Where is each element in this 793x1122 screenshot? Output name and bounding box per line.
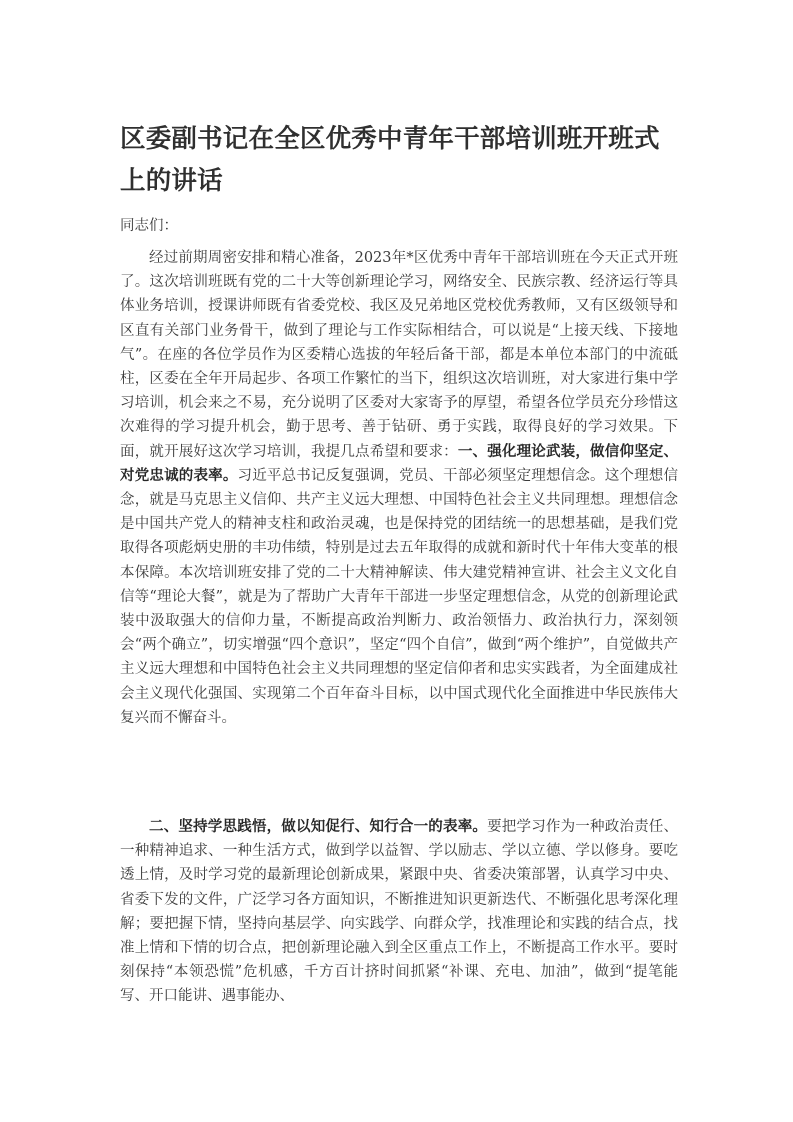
paragraph-intro-text: 经过前期周密安排和精心准备，2023年*区优秀中青年干部培训班在今天正式开班了。这次培训班既有党的二十大等创新理论学习，网络安全、民族宗教、经济运行等具体业务培训，授课讲师既有省委党校、我区及兄弟地区党校优秀教师，又有区级领导和区直有关部门业务骨干，做到了理论与工作实际相结合，可以说是“上接天线、下接地气”。在座的各位学员作为区委精心选拔的年轻后备干部，都是本单位本部门的中流砥柱，区委在全年开局起步、各项工作繁忙的当下，组织这次培训班，对大家进行集中学习培训，机会来之不易，充分说明了区委对大家寄予的厚望，希望各位学员充分珍惜这次难得的学习提升机会，勤于思考、善于钻研、勇于实践，取得良好的学习效果。下面，就开展好这次学习培训，我提几点希望和要求： bbox=[120, 250, 678, 460]
paragraph-section-2 bbox=[120, 815, 678, 1009]
section-heading-2: 二、坚持学思践悟，做以知促行、知行合一的表率。 bbox=[149, 818, 488, 835]
document-title: 区委副书记在全区优秀中青年干部培训班开班式上的讲话 bbox=[120, 124, 660, 196]
paragraph-intro bbox=[120, 246, 678, 730]
section-heading-1: 一、强化理论武装，做信仰坚定、对党忠诚的表率。 bbox=[120, 442, 679, 484]
salutation: 同志们： bbox=[120, 218, 178, 234]
section-body-2: 要把学习作为一种政治责任、一种精神追求、一种生活方式，做到学以益智、学以励志、学以立德、学以修身。要吃透上情，及时学习党的最新理论创新成果，紧跟中央、省委决策部署，认真学习中央、省委下发的文件，广泛学习各方面知识，不断推进知识更新迭代、不断强化思考深化理解；要把握下情，坚持向基层学、向实践学、向群众学，找准理论和实践的结合点，找准上情和下情的切合点，把创新理论融入到全区重点工作上，不断提高工作水平。要时刻保持“本领恐慌”危机感，千方百计挤时间抓紧“补课、充电、加油”，做到“提笔能写、开口能讲、遇事能办、 bbox=[120, 819, 679, 1005]
section-body-1: 习近平总书记反复强调，党员、干部必须坚定理想信念。这个理想信念，就是马克思主义信仰、共产主义远大理想、中国特色社会主义共同理想。理想信念是中国共产党人的精神支柱和政治灵魂，也是保持党的团结统一的思想基础，是我们党取得各项彪炳史册的丰功伟绩，特别是过去五年取得的成就和新时代十年伟大变革的根本保障。本次培训班安排了党的二十大精神解读、伟大建党精神宣讲、社会主义文化自信等“理论大餐”，就是为了帮助广大青年干部进一步坚定理想信念，从党的创新理论武装中汲取强大的信仰力量，不断提高政治判断力、政治领悟力、政治执行力，深刻领会“两个确立”，切实增强“四个意识”，坚定“四个自信”，做到“两个维护”，自觉做共产主义远大理想和中国特色社会主义共同理想的坚定信仰者和忠实实践者，为全面建成社会主义现代化强国、实现第二个百年奋斗目标，以中国式现代化全面推进中华民族伟大复兴而不懈奋斗。 bbox=[120, 467, 678, 726]
